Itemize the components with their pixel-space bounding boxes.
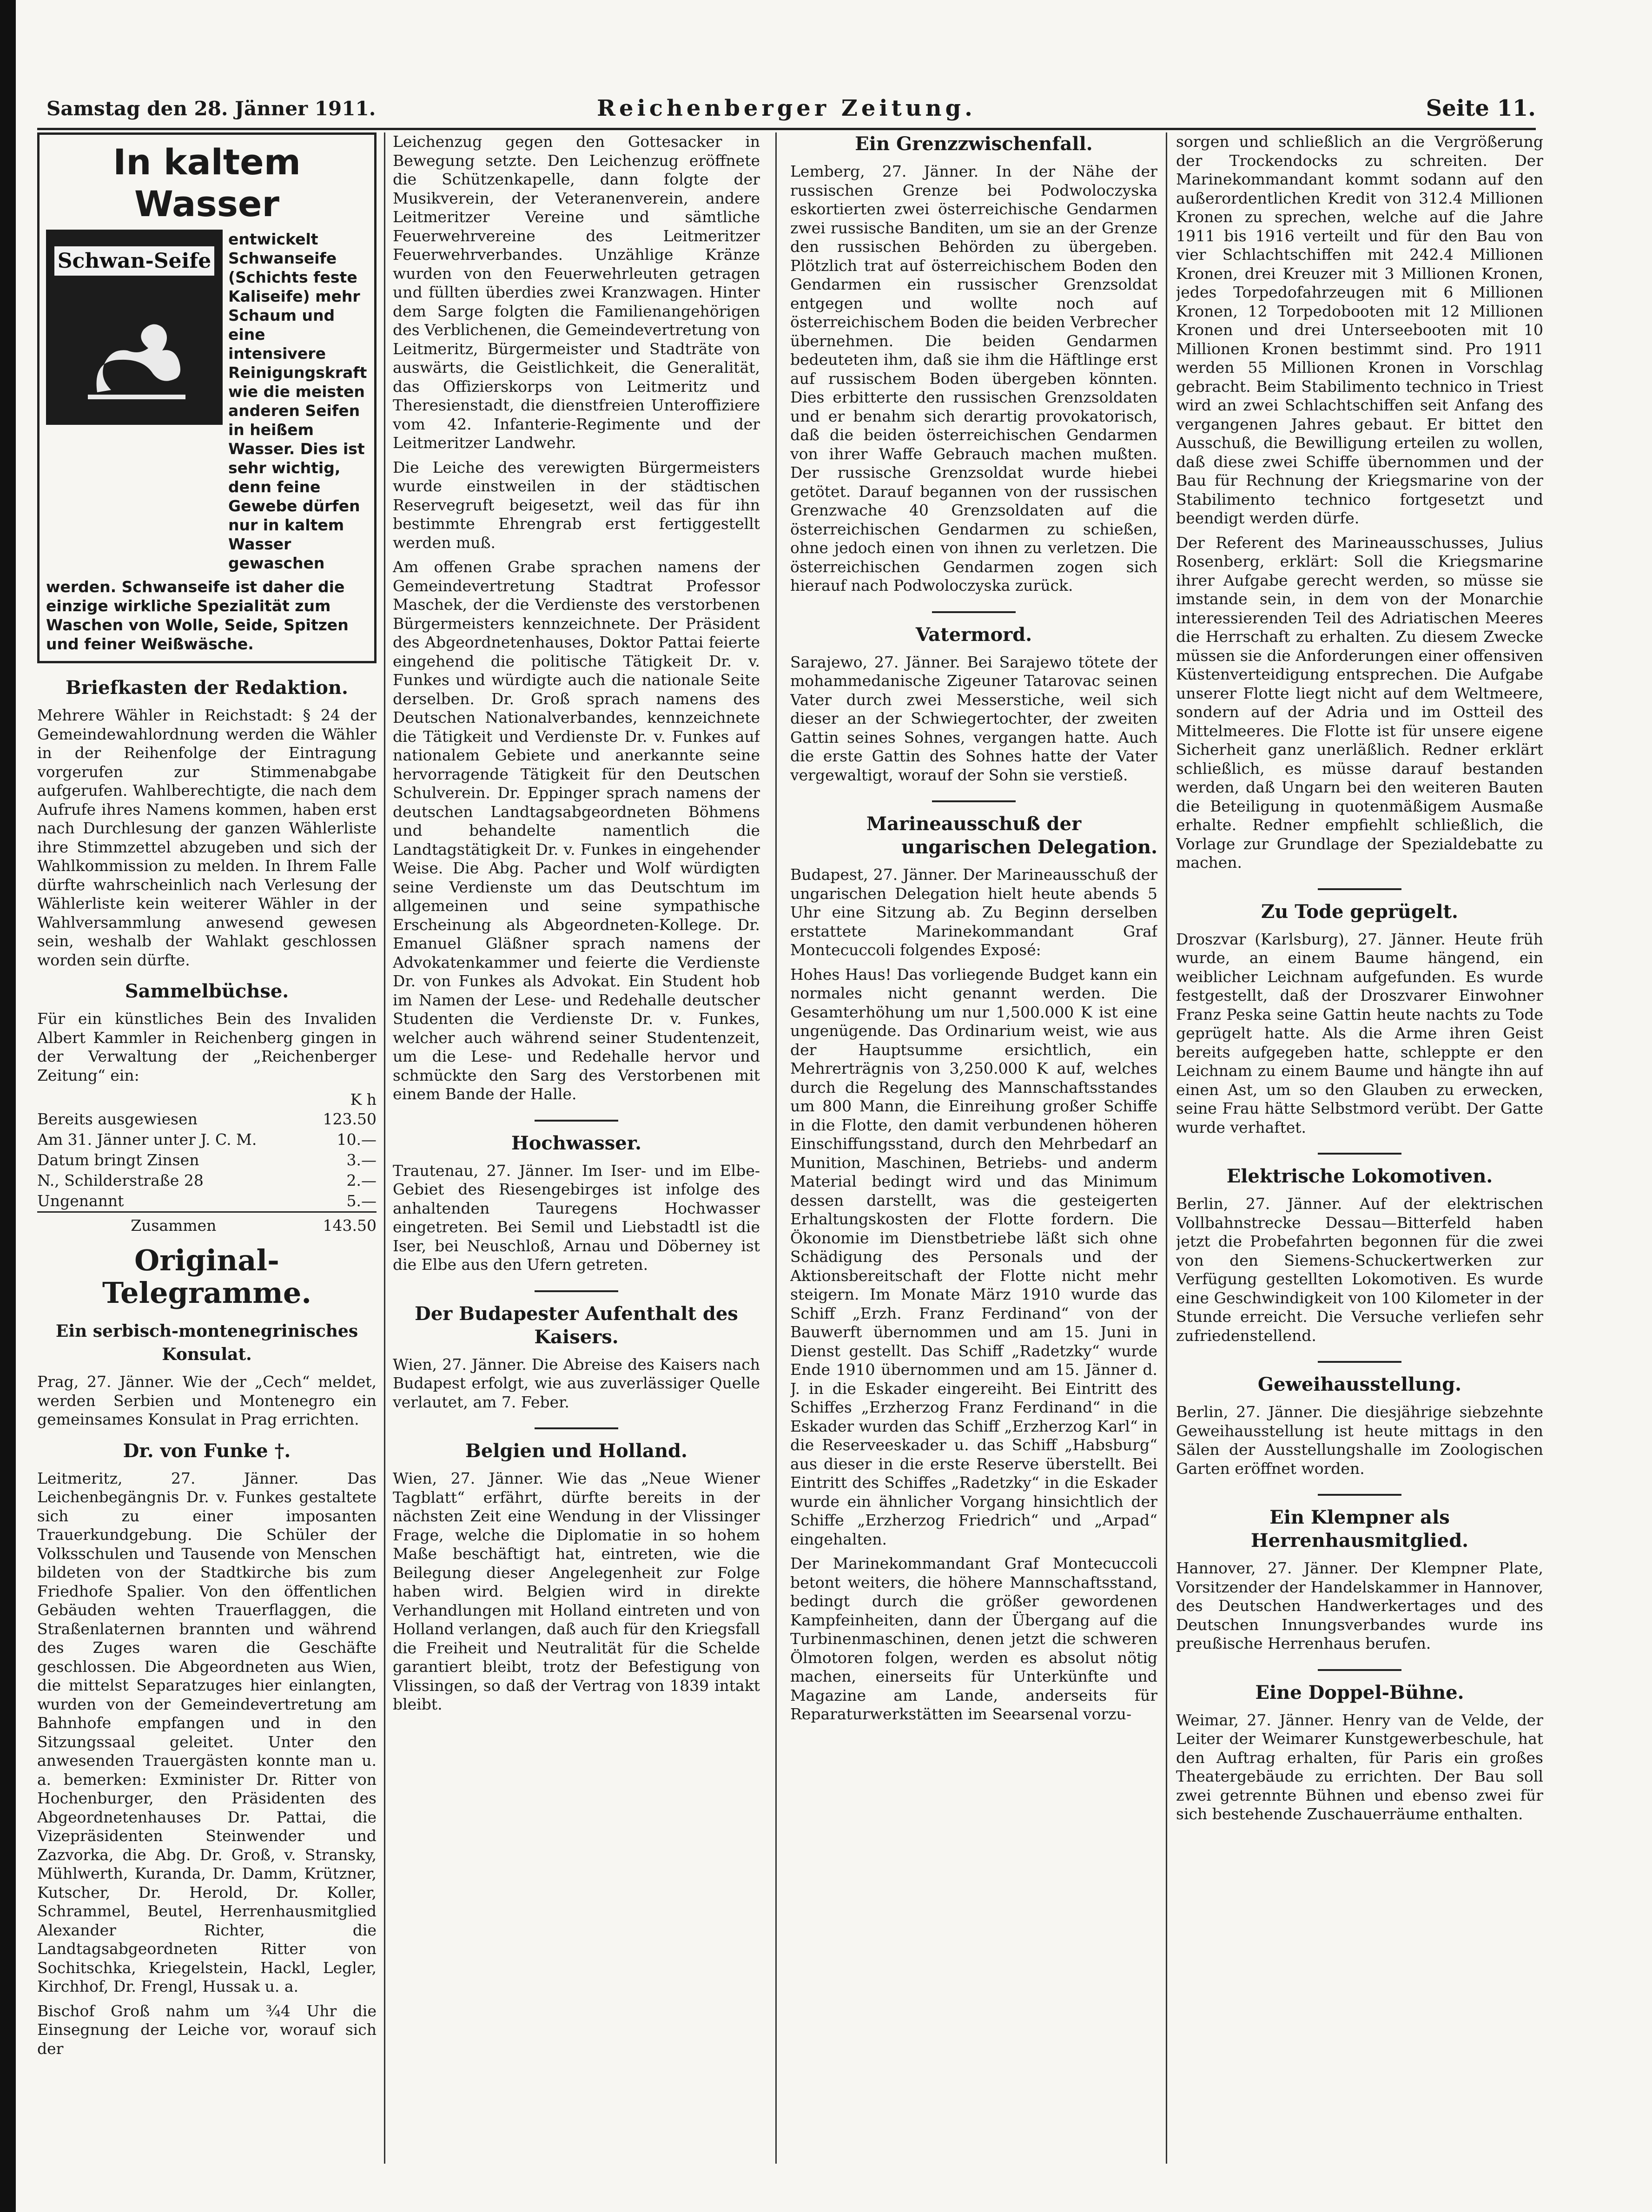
budapester-text: Wien, 27. Jänner. Die Abreise des Kaisers nach Budapest erfolgt, wie aus zuverlässiger Quelle verlautet, am 7. Feber.: [393, 1355, 760, 1411]
marine-text-3: Der Marinekommandant Graf Montecuccoli betont weiters, die höhere Mannschaftsstand, bedingt durch die größer gewordenen Kampfeinheiten, dann der Übergang auf die Turbinenmaschinen, denen jetzt die schweren Ölmotoren folgen, werden es absolut nötig machen, einerseits für Unterkünfte und Magazine am Lande, anderseits für Reparaturwerkstätten im Seearsenal vorzu-: [790, 1554, 1157, 1723]
zutode-heading: Zu Tode geprügelt.: [1261, 900, 1458, 923]
grenz-heading: Ein Grenzzwischenfall.: [855, 133, 1093, 155]
section-divider: [1318, 1153, 1401, 1155]
belgien-heading: Belgien und Holland.: [465, 1440, 687, 1462]
funke-text-2: Bischof Groß nahm um ¾4 Uhr die Einsegnung der Leiche vor, worauf sich der: [37, 2001, 377, 2058]
advertisement: [37, 132, 377, 663]
klempner-text: Hannover, 27. Jänner. Der Klempner Plate, Vorsitzender der Handelskammer in Hannover, des Deutschen Handwerkertages und des Deutschen Innungsverbandes wurde ins preußische Herrenhaus berufen.: [1176, 1559, 1543, 1652]
geweih-heading: Geweihausstellung.: [1257, 1373, 1462, 1395]
funke-continuation-2: Die Leiche des verewigten Bürgermeisters wurde einstweilen in der städtischen Reservegruft beigesetzt, weil das für ihn bestimmte Ehrengrab erst fertiggestellt werden muß.: [393, 458, 760, 552]
donation-table: [37, 1109, 377, 1236]
lokomotiven-text: Berlin, 27. Jänner. Auf der elektrischen Vollbahnstrecke Dessau—Bitterfeld haben jetzt die Probefahrten begonnen für die zwei von den Siemens-Schuckertwerken zur Verfügung gestellten Lokomotiven. Es wurde eine Geschwindigkeit von 100 Kilometer in der Stunde erreicht. Die Versuche verliefen sehr zufriedenstellend.: [1176, 1195, 1543, 1345]
binding-edge: [0, 0, 16, 2212]
vatermord-heading: Vatermord.: [915, 623, 1032, 646]
ad-illustration: [46, 230, 223, 425]
table-row: N., Schilderstraße 28 2.—: [37, 1171, 377, 1189]
sammelbuechse-intro: Für ein künstliches Bein des Invaliden Albert Kammler in Reichenberg gingen in der Verwaltung der „Reichenberger Zeitung“ ein:: [37, 1010, 377, 1084]
currency-unit: K h: [350, 1090, 377, 1109]
lokomotiven-heading: Elektrische Lokomotiven.: [1226, 1165, 1493, 1187]
grenz-text: Lemberg, 27. Jänner. In der Nähe der russischen Grenze bei Podwoloczyska eskortierten zwei österreichische Gendarmen zwei russische Banditen, um sie an der Grenze den russischen Behörden zu übergeben. Plötzlich trat auf österreichischem Boden den Gendarmen ein russischer Grenzsoldat entgegen und wollte noch auf österreichischem Boden die beiden Verbrecher übernehmen. Die beiden Gendarmen bedeuteten ihm, daß sie ihm die Häftlinge erst auf russischem Boden übergeben könnten. Dies erbitterte den russischen Grenzsoldaten und er benahm sich derartig provokatorisch, daß die beiden österreichischen Gendarmen von ihrer Waffe Gebrauch machen mußten. Der russische Grenzsoldat wurde hiebei getötet. Darauf begannen von der russischen Grenzwache 40 Grenzsoldaten auf die österreichischen Gendarmen zu schießen, ohne jedoch einen von ihnen zu verletzen. Die österreichischen Gendarmen zogen sich hierauf nach Podwoloczyska zurück.: [790, 162, 1157, 594]
page-number: Seite 11.: [1426, 95, 1536, 121]
hochwasser-heading: Hochwasser.: [511, 1132, 642, 1154]
ad-body: [46, 230, 368, 573]
konsulat-heading: Ein serbisch-montenegrinisches Konsulat.: [55, 1321, 358, 1364]
column-rule: [384, 132, 385, 2164]
section-divider: [932, 800, 1016, 802]
column-1: [37, 132, 377, 2164]
funke-continuation-3: Am offenen Grabe sprachen namens der Gemeindevertretung Stadtrat Professor Maschek, der die Verdienste des verstorbenen Bürgermeisters kennzeichnete. Der Präsident des Abgeordnetenhauses, Doktor Pattai feierte eingehend die politische Tätigkeit Dr. v. Funkes und würdigte auch die nationale Seite derselben. Dr. Groß sprach namens des Deutschen Nationalverbandes, kennzeichnete die Tätigkeit und Verdienste Dr. v. Funkes auf nationalem Gebiete und anerkannte seine hervorragende Tätigkeit für den Deutschen Schulverein. Dr. Eppinger sprach namens der deutschen Landtagsabgeordneten Böhmens und behandelte namentlich die Landtagstätigkeit Dr. v. Funkes in eingehender Weise. Die Abg. Pacher und Wolf würdigten seine Verdienste um das Deutschtum im allgemeinen und seine sympathische Erscheinung als Abgeordneten-Kollege. Dr. Emanuel Gläßner sprach namens der Advokatenkammer und feierte die Verdienste Dr. von Funkes als Advokat. Ein Student hob im Namen der Lese- und Redehalle deutscher Studenten die Verdienste Dr. v. Funkes, welcher auch während seiner Studentenzeit, um die Lese- und Redehalle hervor und schmückte den Sarg des Verstorbenen mit einem Bande der Halle.: [393, 558, 760, 1103]
belgien-text: Wien, 27. Jänner. Wie das „Neue Wiener Tagblatt“ erfährt, dürfte bereits in der nächsten Zeit eine Wendung in der Vlissinger Frage, welche die Diplomatie in so hohem Maße beschäftigt hat, eintreten, wie die Beilegung dieser Angelegenheit zur Folge haben wird. Belgien wird in direkte Verhandlungen mit Holland eintreten und von Holland verlangen, daß auch für den Kriegsfall die Freiheit und Neutralität für die Schelde garantiert bleibt, trotz der Befestigung von Vlissingen, so daß der Vertrag von 1839 intakt bleibt.: [393, 1469, 760, 1713]
column-2: [393, 132, 760, 2164]
ad-lead-text: entwickelt Schwanseife (Schichts feste Kaliseife) mehr Schaum und eine intensivere Reinigungskraft wie die meisten anderen Seifen in heißem Wasser. Dies ist sehr wichtig, denn feine Gewebe dürfen nur in kaltem Wasser gewaschen: [228, 230, 367, 572]
funke-text: Leitmeritz, 27. Jänner. Das Leichenbegängnis Dr. v. Funkes gestaltete sich zu einer imposanten Trauerkundgebung. Die Schüler der Volksschulen und Tausende von Menschen bildeten von der Stadtkirche bis zum Friedhofe Spalier. Von den öffentlichen Gebäuden wehten Trauerflaggen, die Straßenlaternen brannten und während des Zuges waren die Geschäfte geschlossen. Die Abgeordneten aus Wien, die mittelst Separatzuges hier einlangten, wurden von der Gemeindevertretung am Bahnhofe empfangen und in den Sitzungssaal geleitet. Unter den anwesenden Trauergästen konnte man u. a. bemerken: Exminister Dr. Ritter von Hochenburger, den Präsidenten des Abgeordnetenhauses Dr. Pattai, die Vizepräsidenten Steinwender und Zazvorka, die Abg. Dr. Groß, v. Stransky, Mühlwerth, Kuranda, Dr. Damm, Krützner, Kutscher, Dr. Herold, Dr. Koller, Schrammel, Beutel, Herrenhausmitglied Alexander Richter, die Landtagsabgeordneten Ritter von Sochitschka, Kriegelstein, Hackl, Legler, Kirchhof, Dr. Frengl, Hussak u. a.: [37, 1469, 377, 1995]
section-divider: [1318, 1669, 1401, 1671]
section-divider: [535, 1427, 618, 1429]
section-divider: [535, 1120, 618, 1122]
ad-brand-label: Schwan-Seife: [54, 246, 214, 276]
masthead: Reichenberger Zeitung.: [597, 95, 976, 121]
briefkasten-text: Mehrere Wähler in Reichstadt: § 24 der Gemeindewahlordnung werden die Wähler in der Reihenfolge der Eintragung vorgerufen zur Stimmenabgabe aufgerufen. Wahlberechtigte, die nach dem Aufrufe ihres Namens kommen, haben erst nach Durchlesung der ganzen Wählerliste ihre Stimmzettel abzugeben und sich der Wahlkommission zu melden. In Ihrem Falle dürfte wahrscheinlich nach Verlesung der Wählerliste kein weiterer Wähler in der Wahlversammlung anwesend gewesen sein, weshalb der Wahlakt geschlossen worden sein dürfte.: [37, 706, 377, 969]
marine-heading: Marineausschuß der: [866, 813, 1082, 835]
ad-footer-text: werden. Schwanseife ist daher die einzige wirkliche Spezialität zum Waschen von Wolle, Seide, Spitzen und feiner Weißwäsche.: [46, 578, 349, 653]
funke-continuation: Leichenzug gegen den Gottesacker in Bewegung setzte. Den Leichenzug eröffnete die Schützenkapelle, dann folgte der Musikverein, der Veteranenverein, andere Leitmeritzer Vereine und sämtliche Feuerwehrvereine des Leitmeritzer Feuerwehrverbandes. Unzählige Kränze wurden von den Feuerwehrleuten getragen und füllten überdies zwei Kranzwagen. Hinter dem Sarge folgten die Familienangehörigen des Verblichenen, die Gemeindevertretung von Leitmeritz, Bürgermeister und Stadträte von auswärts, die Geistlichkeit, die Generalität, das Offizierskorps von Leitmeritz und Theresienstadt, die dienstfreien Unteroffiziere vom 42. Infanterie-Regimente und der Leitmeritzer Landwehr.: [393, 132, 760, 452]
marine-heading-2: ungarischen Delegation.: [901, 836, 1157, 858]
vatermord-text: Sarajewo, 27. Jänner. Bei Sarajewo tötete der mohammedanische Zigeuner Tatarovac seinen Vater durch zwei Messerstiche, weil sich dieser an der Schwiegertochter, der zweiten Gattin seines Sohnes, vergangen hatte. Auch die erste Gattin des Sohnes hatte der Vater vergewaltigt, worauf der Sohn sie verstieß.: [790, 653, 1157, 784]
swan-icon: [83, 304, 190, 411]
briefkasten-heading: Briefkasten der Redaktion.: [66, 677, 348, 699]
buehne-heading: Eine Doppel-Bühne.: [1255, 1681, 1464, 1704]
section-divider: [932, 611, 1016, 613]
sammelbuechse-heading: Sammelbüchse.: [125, 980, 289, 1002]
column-rule: [1166, 132, 1167, 2164]
zutode-text: Droszvar (Karlsburg), 27. Jänner. Heute früh wurde, an einem Baume hängend, ein weiblicher Leichnam aufgefunden. Es wurde festgestellt, daß der Droszvarer Einwohner Franz Peska seine Gattin heute nachts zu Tode geprügelt hatte. Als die Arme ihren Geist bereits aufgegeben hatte, schleppte er den Leichnam zu einem Baume und hängte ihn auf einen Ast, um so den Glauben zu erwecken, seine Frau hätte Selbstmord verübt. Der Gatte wurde verhaftet.: [1176, 930, 1543, 1136]
section-divider: [1318, 1361, 1401, 1363]
column-4: [1176, 132, 1543, 2164]
ad-title: In kaltem Wasser: [113, 141, 301, 225]
marine-text-2: Hohes Haus! Das vorliegende Budget kann ein normales nicht genannt werden. Die Gesamterhöhung um nur 1,500.000 K ist eine ungenügende. Das Ordinarium weist, wie aus der Hauptsumme ersichtlich, ein Mehrerträgnis von 3,250.000 K auf, welches durch die Regelung des Mannschaftsstandes um 800 Mann, die Einreihung großer Schiffe in die Flotte, den damit verbundenen höheren Einschiffungsstand, durch den Mehrbedarf an Munition, Maschinen, Betriebs- und anderm Material bedingt wird und das Minimum dessen darstellt, was die gesteigerten Erhaltungskosten der Flotte fordern. Die Ökonomie im Dienstbetriebe läßt sich ohne Schädigung des Personals und der Aktionsbereitschaft der Flotte nicht mehr steigern. Im Monate März 1910 wurde das Schiff „Erzh. Franz Ferdinand“ von der Bauwerft übernommen und am 15. Juni in Dienst gestellt. Das Schiff „Radetzky“ wurde Ende 1910 übernommen und am 15. Jänner d. J. in die Eskader eingereiht. Bei Eintritt des Schiffes „Erzherzog Franz Ferdinand“ in die Eskader wurden das Schiff „Erzherzog Karl“ in die Reserveeskader u. das Schiff „Habsburg“ aus dieser in die erste Reserve überstellt. Bei Eintritt des Schiffes „Radetzky“ in die Eskader wurde ein ähnlicher Vorgang hinsichtlich der Schiffe „Erzherzog Friedrich“ und „Arpad“ eingehalten.: [790, 965, 1157, 1548]
section-divider: [535, 1290, 618, 1292]
marine-text: Budapest, 27. Jänner. Der Marineausschuß der ungarischen Delegation hielt heute abends 5 Uhr eine Sitzung ab. Zu Beginn derselben erstattete Marinekommandant Graf Montecuccoli folgendes Exposé:: [790, 865, 1157, 959]
table-row: Am 31. Jänner unter J. C. M. 10.—: [37, 1130, 377, 1149]
geweih-text: Berlin, 27. Jänner. Die diesjährige siebzehnte Geweihausstellung ist heute mittags in den Sälen der Ausstellungshalle im Zoologischen Garten eröffnet worden.: [1176, 1403, 1543, 1478]
issue-date: Samstag den 28. Jänner 1911.: [46, 97, 376, 120]
page-header: [37, 95, 1536, 130]
section-divider: [1318, 888, 1401, 890]
column-3: [790, 132, 1157, 2164]
table-row: Datum bringt Zinsen 3.—: [37, 1151, 377, 1169]
budapester-heading: Der Budapester Aufenthalt des Kaisers.: [415, 1302, 738, 1348]
buehne-text: Weimar, 27. Jänner. Henry van de Velde, der Leiter der Weimarer Kunstgewerbeschule, hat den Auftrag erhalten, für Paris ein großes Theatergebäude zu errichten. Der Bau soll zwei getrennte Bühnen und ebenso zwei für sich bestehende Zuschauerräume enthalten.: [1176, 1710, 1543, 1823]
marine-text-4: sorgen und schließlich an die Vergrößerung der Trockendocks zu schreiten. Der Marinekommandant kommt sodann auf den außerordentlichen Kredit von 312.4 Millionen Kronen zu sprechen, welche auf die Jahre 1911 bis 1916 verteilt und für den Bau von vier Schlachtschiffen mit 242.4 Millionen Kronen, drei Kreuzer mit 3 Millionen Kronen, jedes Torpedofahrzeugen mit 6 Millionen Kronen, 12 Torpedobooten mit 12 Millionen Kronen und drei Unterseebooten mit 10 Millionen Kronen bestimmt sind. Pro 1911 werden 55 Millionen Kronen in Vorschlag gebracht. Beim Stabilimento technico in Triest wird an zwei Schlachtschiffen seit Anfang des vergangenen Jahres gebaut. Er bittet den Ausschuß, die Bewilligung erteilen zu wollen, daß diese zwei Schiffe übernommen und der Bau für Rechnung der Kriegsmarine von der Stabilimento technico fortgesetzt und beendigt werden dürfe.: [1176, 132, 1543, 527]
hochwasser-text: Trautenau, 27. Jänner. Im Iser- und im Elbe-Gebiet des Riesengebirges ist infolge des anhaltenden Tauregens Hochwasser eingetreten. Bei Semil und Liebstadtl ist die Iser, bei Neuschloß, Arnau und Döberney ist die Elbe aus den Ufern getreten.: [393, 1161, 760, 1274]
klempner-heading: Ein Klempner als Herrenhausmitglied.: [1250, 1506, 1469, 1552]
table-row: Bereits ausgewiesen 123.50: [37, 1110, 377, 1128]
telegramme-heading: Original-Telegramme.: [102, 1243, 311, 1310]
table-row: Ungenannt 5.—: [37, 1192, 377, 1210]
funke-heading: Dr. von Funke †.: [123, 1439, 291, 1462]
konsulat-text: Prag, 27. Jänner. Wie der „Cech“ meldet, werden Serbien und Montenegro ein gemeinsames Konsulat in Prag errichten.: [37, 1373, 377, 1428]
table-total-row: Zusammen 143.50: [37, 1212, 377, 1236]
section-divider: [1318, 1494, 1401, 1496]
column-rule: [775, 132, 777, 2164]
marine-text-5: Der Referent des Marineausschusses, Julius Rosenberg, erklärt: Soll die Kriegsmarine ihrer Aufgabe gerecht werden, so müsse sie imstande sein, in dem von der Monarchie interessierenden Teil des Adriatischen Meeres die Herrschaft zu erhalten. Zu diesem Zwecke müssen sie die Anforderungen einer offensiven Küstenverteidigung entsprechen. Die Aufgabe unserer Flotte liegt nicht auf dem Weltmeere, sondern auf der Adria und im Ostteil des Mittelmeeres. Die Flotte ist für unsere eigene Sicherheit ganz unerläßlich. Redner erklärt schließlich, es müsse darauf bestanden werden, daß Ungarn bei den weiteren Bauten die Beteiligung in quotenmäßigem Ausmaße erhalte. Redner empfiehlt schließlich, die Vorlage zur Grundlage der Spezialdebatte zu machen.: [1176, 533, 1543, 872]
